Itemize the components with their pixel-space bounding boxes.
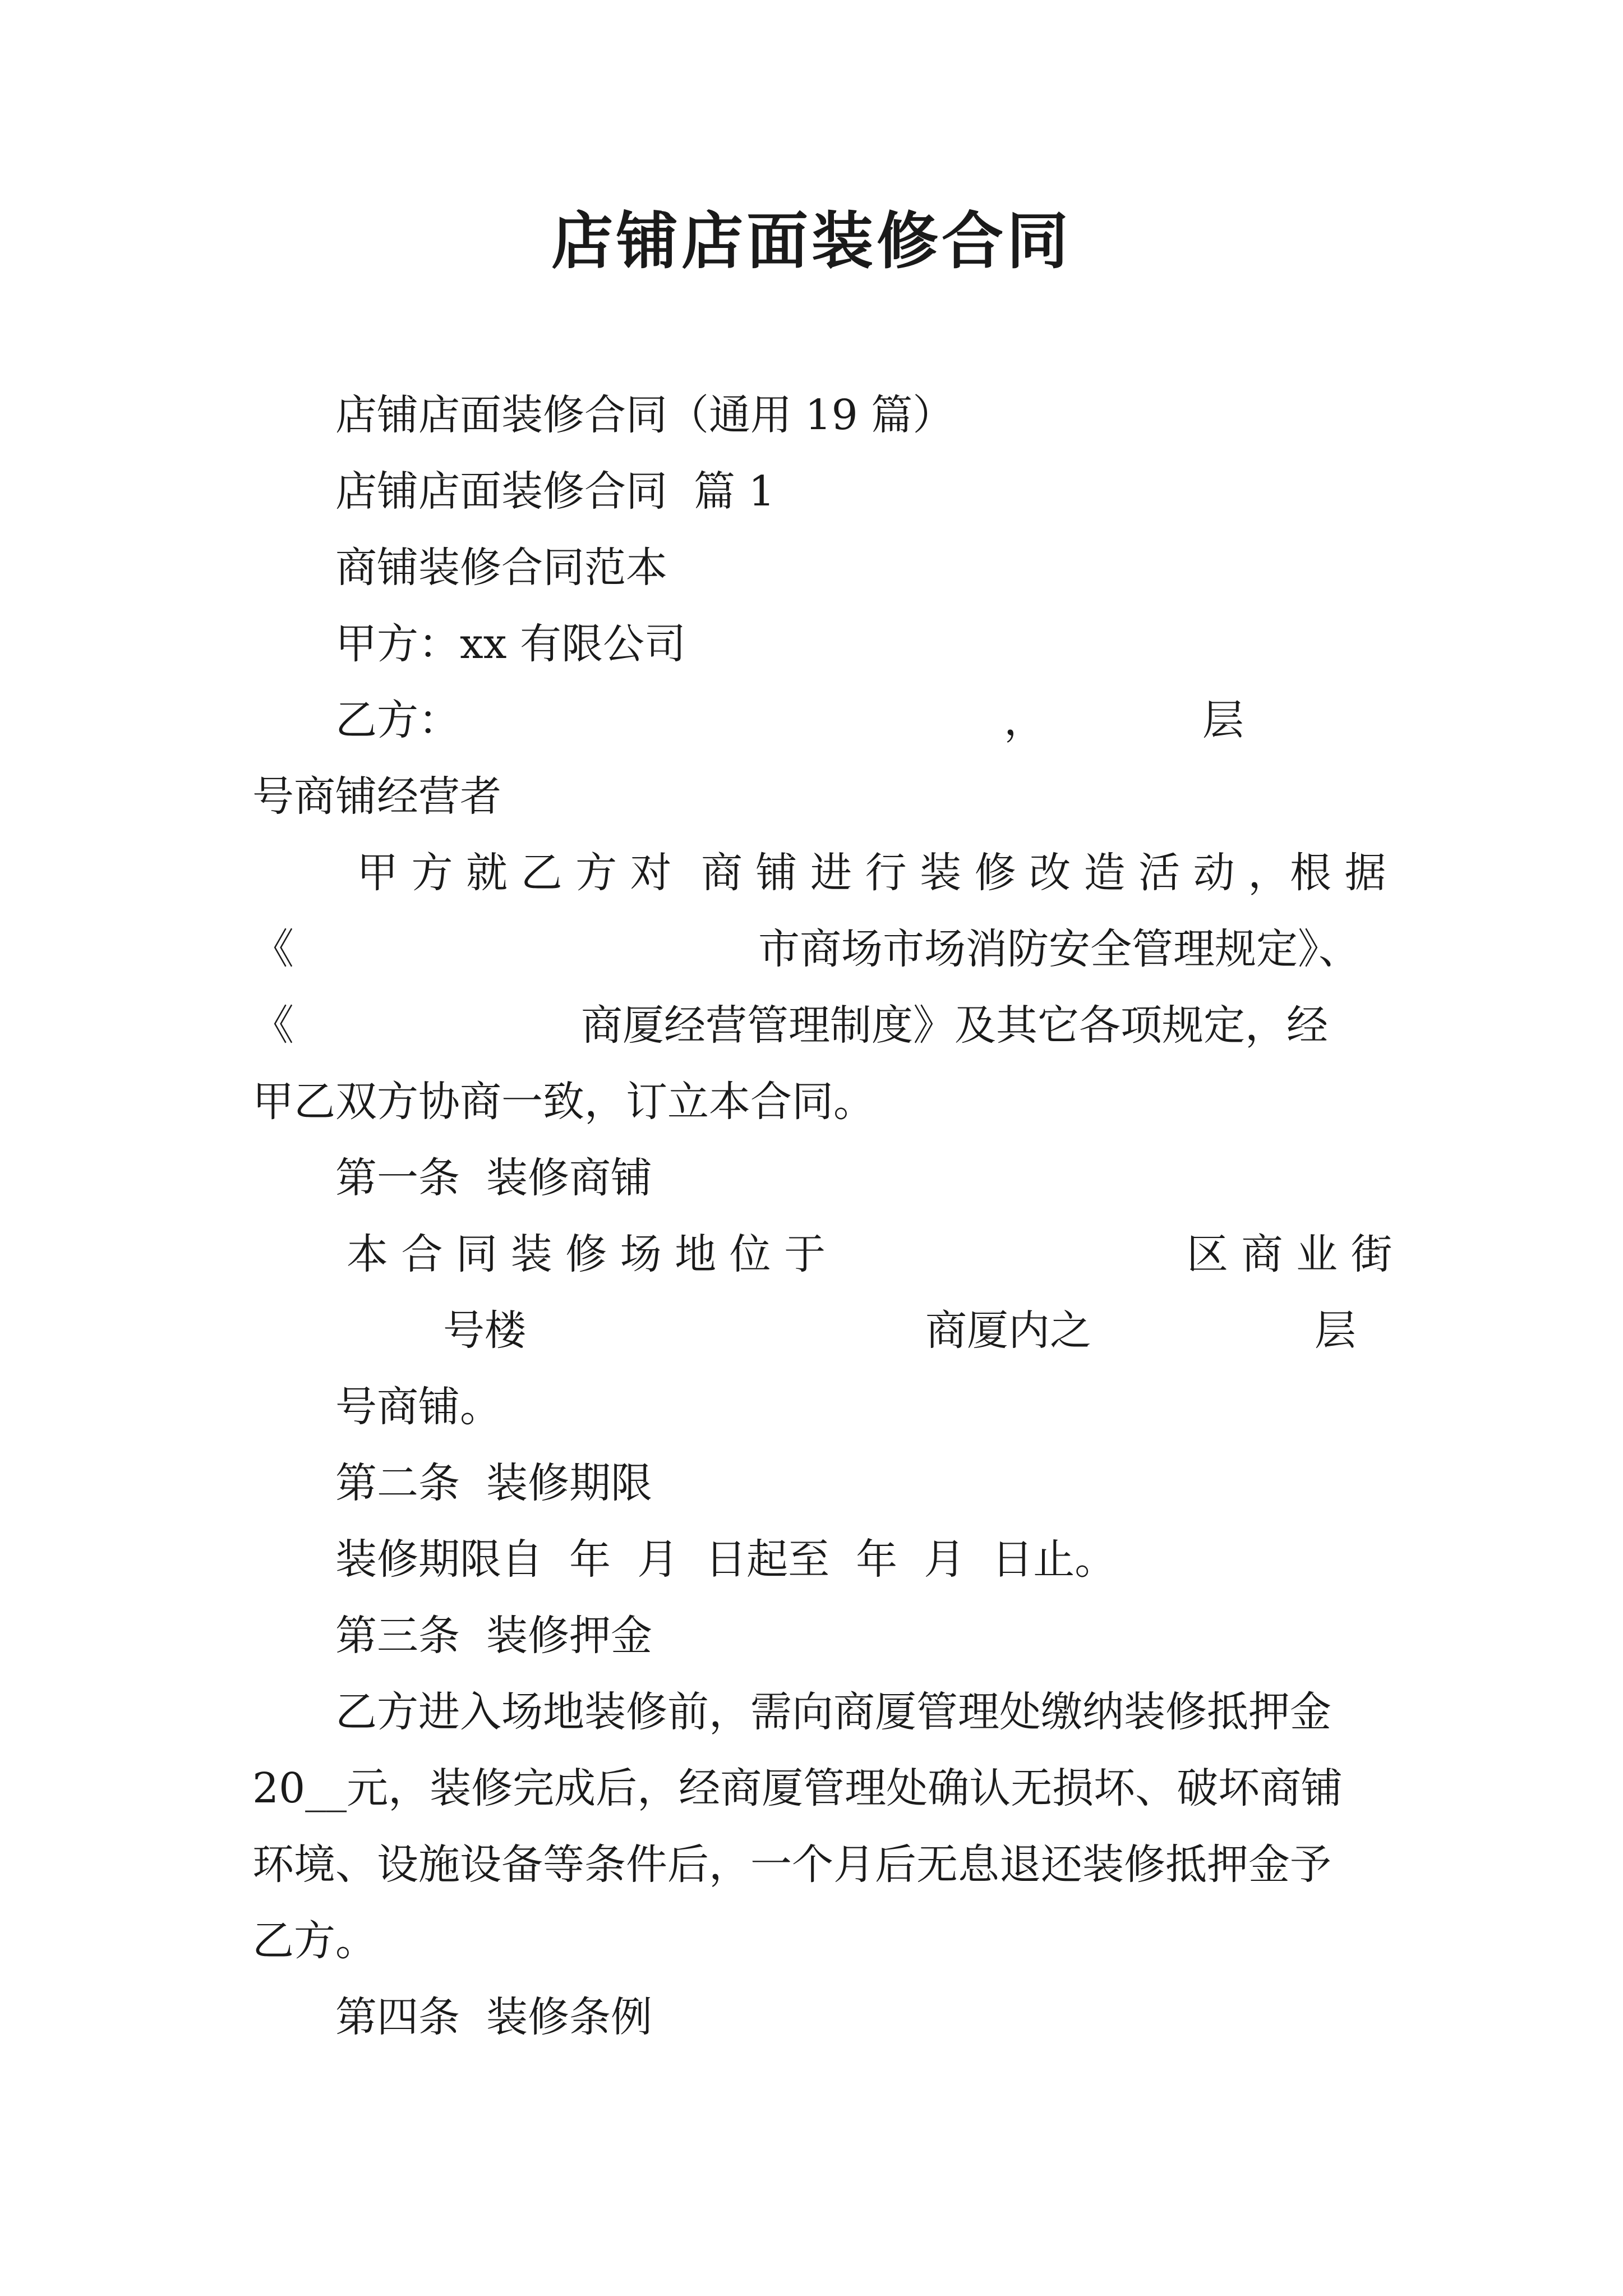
intro-row4: 甲乙双方协商一致，订立本合同。: [252, 1078, 875, 1126]
contract-name: 商铺装修合同范本: [335, 544, 667, 592]
article4-heading: 第四条 装修条例: [335, 1993, 653, 2041]
party-b-comma: ，: [1004, 696, 1045, 744]
intro-row2-a: 《: [252, 925, 294, 973]
article3-body-line: 乙方。: [252, 1917, 377, 1965]
intro-row1-a: 甲 方 就 乙 方 对: [357, 849, 672, 897]
article1-heading: 第一条 装修商铺: [335, 1154, 653, 1202]
subtitle-line: 店铺店面装修合同（通用 19 篇）: [335, 391, 955, 439]
document-title: 店铺店面装修合同: [551, 205, 1072, 277]
article2-body: 装修期限自 年 月 日起至 年 月 日止。: [335, 1535, 1117, 1584]
party-a-line: 甲方：xx 有限公司: [335, 620, 686, 668]
article1-row1-b: 区 商 业 街: [1187, 1230, 1393, 1278]
article1-row1-a: 本 合 同 装 修 场 地 位 于: [347, 1230, 826, 1278]
party-b-floor: 层: [1202, 696, 1244, 744]
article1-row2-a: 号楼: [443, 1306, 526, 1355]
intro-row2-b: 市商场市场消防安全管理规定》、: [758, 925, 1360, 973]
article3-body-line: 环境、设施设备等条件后，一个月后无息退还装修抵押金予: [252, 1841, 1331, 1889]
intro-row3-b: 商厦经营管理制度》及其它各项规定，经: [581, 1001, 1328, 1050]
article3-body-line: 乙方进入场地装修前，需向商厦管理处缴纳装修抵押金: [335, 1688, 1331, 1736]
article2-heading: 第二条 装修期限: [335, 1459, 653, 1507]
intro-row3-a: 《: [252, 1001, 294, 1050]
article1-row2-c: 层: [1315, 1306, 1356, 1355]
section-heading: 店铺店面装修合同 篇 1: [335, 467, 775, 516]
party-b-label: 乙方：: [335, 696, 460, 744]
intro-row1-c: 根 据: [1290, 849, 1386, 897]
intro-row1-b: 商 铺 进 行 装 修 改 造 活 动 ，: [701, 849, 1290, 897]
party-b-continuation: 号商铺经营者: [252, 772, 501, 821]
article1-row2-b: 商厦内之: [925, 1306, 1091, 1355]
article3-heading: 第三条 装修押金: [335, 1612, 653, 1660]
article1-row3: 号商铺。: [335, 1383, 501, 1431]
article3-body-line: 20__元，装修完成后，经商厦管理处确认无损坏、破坏商铺: [252, 1764, 1343, 1812]
